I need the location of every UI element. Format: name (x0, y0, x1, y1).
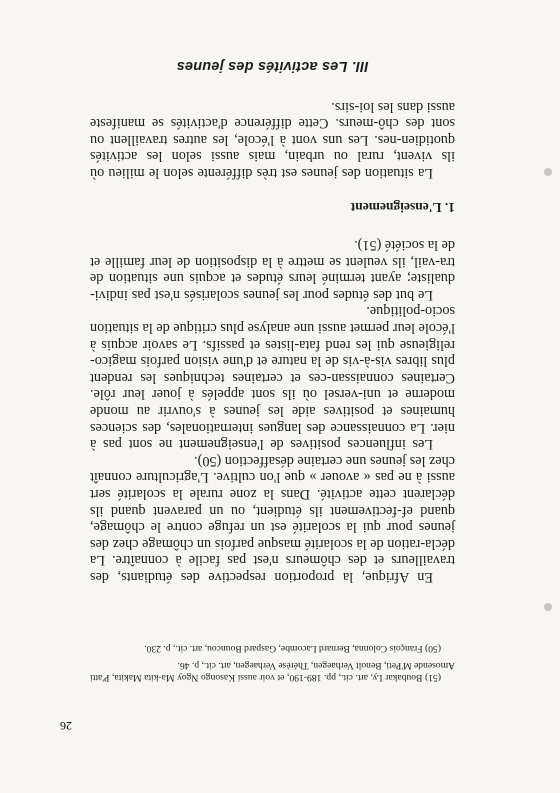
paragraph: La situation des jeunes est très différente selon le milieu où ils vivent, rural ou urbain, mais aussi selon les activités quotidien-nes. Les uns vont à l'école, les autres travaillent ou sont des chô-meurs. Cette différence d'activités se manifeste aussi dans les loi-sirs. (90, 98, 455, 181)
page-number: 26 (60, 719, 72, 733)
footnote: (51) Boubakar Ly, art. cit., pp. 189-190, et voir aussi Kasongo Ngoy Ma-kita Makita, P'atti Amosende M'Peti, Benoît Verhaegen, Thérèse Verhaegen, art. cit., p. 46. (90, 659, 455, 683)
section-heading: 1. L'enseignement (350, 200, 455, 215)
section-body (90, 237, 455, 585)
paragraph: En Afrique, la proportion respective des étudiants, des travailleurs et des chômeurs n'est pas facile à connaître. La décla-ration de la scolarité masque parfois un chômage chez des jeunes pour qui la scolarité est un refuge contre le chômage, quand ef-fectivement ils étudient, ou un paravent quand ils déclarent cette activité. Dans la zone rurale la scolarité sert aussi à ne pas « avouer » que l'on cultive. L'agriculture connaît chez les jeunes une certaine désaffection (50). (90, 452, 455, 585)
paragraph: Les influences positives de l'enseignement ne sont pas à nier. La connaissance des langues internationales, des sciences humaines et positives aide les jeunes à s'ouvrir au monde moderne et uni-versel où ils sont appelés à jouer leur rôle. Certaines connaissan-ces et certaines techniques les rendent plus libres vis-à-vis de la nature et d'une vision parfois magico-religieuse qui les rend fata-listes et passifs. Le savoir acquis à l'école leur permet aussi une analyse plus critique de la situation socio-politique. (90, 303, 455, 453)
footnotes (90, 638, 455, 683)
footnote: (50) François Colonna, Bernard Lacombe, Gaspard Bouncou, art. cit., p. 230. (144, 643, 441, 655)
chapter-title: III. Les activités des jeunes (176, 58, 369, 74)
paragraph: Le but des études pour les jeunes scolarisés n'est pas indivi-dualiste; ayant terminé leurs études et acquis une situation de tra-vail, ils veulent se mettre à la disposition de leur famille et de la société (51). (90, 237, 455, 303)
intro-paragraph (90, 98, 455, 181)
